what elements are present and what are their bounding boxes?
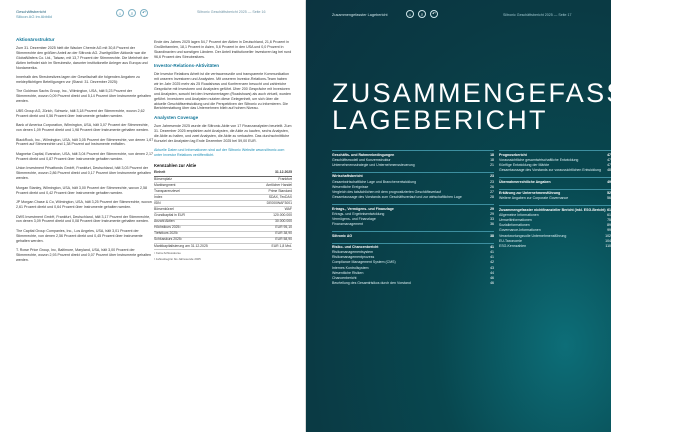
home-icon[interactable]: ⌂: [116, 9, 124, 17]
toc-entry-page: 29: [490, 206, 494, 211]
table-cell-value: EUR 38,90: [247, 231, 292, 237]
toc-entry-page: 89: [607, 223, 611, 228]
table-cell-value: Prime Standard: [247, 189, 292, 195]
toc-group: [332, 231, 494, 239]
toc-entry-label: Prognosebericht: [499, 152, 527, 157]
right-nav-icons: [406, 10, 438, 18]
paragraph: JP Morgan Chase & Co, Wilmington, USA, hält 3,25 Prozent der Stimmrechte, wovon 2,61 Prozent direkt und 0,64 Prozent über Instrumente gehalten werden.: [16, 200, 152, 209]
table-cell-label: Marktsegment: [154, 183, 247, 189]
toc-entry-label: Allgemeine Informationen: [499, 213, 539, 218]
table-cell-label: Börsenplatz: [154, 176, 247, 182]
table-cell-label: Einheit: [154, 171, 247, 177]
coverage-title: Analysten Coverage: [154, 114, 199, 120]
table-cell-value: EUR 95,10: [247, 225, 292, 231]
toc-entry-page: 75: [607, 218, 611, 223]
toc-entry[interactable]: [332, 195, 494, 200]
paragraph: Ende des Jahres 2025 lagen 54,7 Prozent der Aktien in Deutschland, 21,6 Prozent in Großbritannien, 18,1 Prozent in Asien, 5,6 Prozent in den USA und 0,0 Prozent in Skandinavien und sonstigen Ländern. Der Anteil institutioneller Investoren lag bei rund 96,6 Prozent des Streubesitzes.: [154, 40, 292, 59]
toc-entry-label: Weitere Angaben zur Corporate Governance: [499, 196, 569, 201]
left-page-label: Siltronic Geschäftsbericht 2025 — Seite 16: [197, 10, 266, 14]
toc-entry[interactable]: [332, 222, 494, 227]
toc-entry[interactable]: [499, 196, 611, 201]
toc-entry-page: 36: [490, 221, 494, 226]
toc-entry-page: 29: [490, 211, 494, 216]
table-cell-value: Frankfurt: [247, 176, 292, 182]
toc-entry-label: Sozialinformationen: [499, 223, 530, 228]
table-cell-value: EUR 1,8 Mrd.: [247, 243, 292, 249]
toc-entry-page: 61: [607, 213, 611, 218]
toc-entry-label: Zusammengefasster nichtfinanzieller Bericht (inkl. ESG-Bericht): [499, 208, 606, 213]
toc-entry-label: Vergleich des tatsächlichen mit dem prognostizierten Geschäftsverlauf: [332, 189, 441, 194]
toc-entry-page: 52: [607, 191, 611, 196]
table-cell-value: EUR 58,90: [247, 237, 292, 243]
toc-entry-label: Internes Kontrollsystem: [332, 265, 369, 270]
table-cell-label: Transparenzlevel: [154, 189, 247, 195]
table-cell-label: Marktkapitalisierung am 31.12.2025: [154, 243, 247, 249]
toc-entry-page: 104: [605, 238, 611, 243]
left-nav-icons: [116, 9, 148, 17]
toc-entry-page: 33: [490, 216, 494, 221]
toc-entry-label: Verantwortungsvolle Unternehmensführung: [499, 233, 567, 238]
table-cell-value: 120.000.000: [247, 213, 292, 219]
table-cell-value: SDAX, TecDAX: [247, 195, 292, 201]
toc-entry-label: Wirtschaftsbericht: [332, 174, 363, 179]
toc-entry-label: Künftige Entwicklung der Märkte: [499, 162, 550, 167]
toc-entry[interactable]: [332, 234, 494, 239]
toc-entry-label: Wesentliche Ereignisse: [332, 184, 369, 189]
table-cell-value: 30.000.000: [247, 219, 292, 225]
paragraph: T. Rowe Price Group, Inc, Baltimore, Maryland, USA, hält 3,00 Prozent der Stimmrechte, wovon 2,93 Prozent direkt und 0,07 Prozent über Instrumente gehalten werden.: [16, 248, 152, 263]
table-cell-label: ISIN: [154, 201, 247, 207]
toc-entry-page: 46: [490, 275, 494, 280]
toc-entry-page: 23: [490, 179, 494, 184]
toc-entry-page: 26: [490, 184, 494, 189]
toc-entry-page: 102: [605, 233, 611, 238]
toc-entry-label: Ertrags-, Vermögens- und Finanzlage: [332, 206, 394, 211]
section-title: Aktionärsstruktur: [16, 37, 55, 42]
toc-entry-label: Siltronic AG: [332, 233, 353, 238]
chapter-title: [332, 80, 688, 134]
toc-entry[interactable]: [499, 168, 611, 173]
toc-entry[interactable]: [499, 244, 611, 249]
table-cell-value: 31.12.2025: [247, 171, 292, 177]
toc-group: [499, 150, 611, 173]
toc-entry-label: Risikomanagementsystem: [332, 250, 374, 255]
right-page: [306, 0, 688, 432]
paragraph: Morgan Stanley, Wilmington, USA, hält 3,00 Prozent der Stimmrechte, wovon 2,58 Prozent direkt und 0,42 Prozent über Instrumente gehalten werden.: [16, 185, 147, 195]
toc-entry-label: Gesamtwirtschaftliche Lage und Branchenentwicklung: [332, 179, 417, 184]
table-cell-label: Börsenkürzel: [154, 207, 247, 213]
website-link[interactable]: Aktuelle Daten und Informationen sind auf der Siltronic Website www.siltronic.com unter Investor Relations veröffentlicht.: [154, 148, 285, 157]
paragraph: The Capital Group Companies, Inc., Los Angeles, USA, hält 3,01 Prozent der Stimmrechte, von denen 2,56 Prozent direkt und 0,45 Prozent über Instrumente gehalten werden.: [16, 228, 143, 243]
table-cell-label: Tiefstkurs 2025¹: [154, 231, 247, 237]
toc-group: [332, 150, 494, 168]
toc-entry[interactable]: [499, 180, 611, 185]
paragraph: Magnetar Capital, Evanston, USA, hält 3,04 Prozent der Stimmrechte, von denen 2,17 Prozent direkt und 0,87 Prozent über Instrumente gehalten werden.: [16, 151, 154, 161]
paragraph: Innerhalb des Streubesitzes lagen der Gesellschaft die folgenden Angaben zu meldepflichtigen Beteiligungen vor (Stand: 31. Dezember 2025):: [16, 75, 140, 84]
toc-group: [499, 205, 611, 248]
toc-entry-label: Wesentliche Risiken: [332, 270, 364, 275]
toc-entry-page: 46: [490, 280, 494, 285]
table-cell-label: Höchstkurs 2025¹: [154, 225, 247, 231]
toc-entry-page: 41: [490, 245, 494, 250]
toc-entry-page: 43: [490, 265, 494, 270]
toc-left-column: [332, 150, 494, 290]
left-column-2: [154, 40, 292, 261]
toc-group: [332, 172, 494, 200]
header-line-2: Silicon AG im Abbild: [16, 14, 52, 19]
toc-entry-label: Gesamtaussage des Vorstands zum Geschäftsverlauf und zur wirtschaftlichen Lage: [332, 194, 462, 199]
toc-entry-page: 44: [490, 270, 494, 275]
toc-entry-page: 56: [607, 196, 611, 201]
toc-entry-page: 47: [607, 152, 611, 157]
toc-entry-label: Risikomanagementprozess: [332, 255, 375, 260]
table-row: [154, 243, 292, 249]
table-cell-value: DE000WAF3001: [247, 201, 292, 207]
paragraph: Die Investor Relations Arbeit ist die vertrauensvolle und transparente Kommunikation mit unseren Investoren und Analysten. Mit unserem Investor-Relations-Team haben wir im Jahr 2025 mehr als 25 Roadshows und Konferenzen besucht und zahlreiche Gespräche mit Investoren und Analysten geführt. Über 200 Gespräche mit Investoren und Analysten, sowohl bei den Investorentagen (Roadshows) als auch virtuell, wurden geführt. Investoren und Analysten nutzten diese Gelegenheit, um sich über die aktuelle Geschäftsentwicklung und die Perspektiven der Siltronic zu informieren. Die Berichterstattung über das Unternehmen blieb auf hohem Niveau.: [154, 72, 292, 111]
toc-entry-page: 61: [607, 208, 611, 213]
chapter-title-line-2: LAGEBERICHT: [332, 105, 548, 135]
toc-entry-label: Gesamtaussage des Vorstands zur voraussichtlichen Entwicklung: [499, 167, 601, 172]
toc-entry-page: 49: [607, 179, 611, 184]
toc-entry-page: 21: [490, 162, 494, 167]
paragraph: DWS Investment GmbH, Frankfurt, Deutschland, hält 3,17 Prozent der Stimmrechte, von denen 3,09 Prozent direkt und 0,08 Prozent über Instrumente gehalten werden.: [16, 214, 151, 224]
ir-title: Investor-Relations-Aktivitäten: [154, 63, 220, 69]
toc-entry-page: 47: [607, 162, 611, 167]
toc-entry-page: 48: [607, 167, 611, 172]
table-cell-label: Anzahl Aktien: [154, 219, 247, 225]
toc-entry-label: Voraussichtliche gesamtwirtschaftliche Entwicklung: [499, 157, 579, 162]
toc-entry-label: Governance-Informationen: [499, 228, 541, 233]
left-page: [0, 0, 305, 432]
paragraph: Zum 31. Dezember 2025 hielt die Wacker Chemie AG mit 30,8 Prozent der Stimmrechte den größten Anteil an der Siltronic AG. Zweitgrößter Aktionär war die GlobalWafers Co. Ltd., Taiwan, mit 13,7 Prozent der Stimmrechte. Die Mehrheit der Aktien befindet sich im Streubesitz, darunter institutionelle Anleger aus Europa und Nordamerika.: [16, 45, 149, 70]
toc-group: [332, 204, 494, 227]
toc-entry-label: Vermögens- und Finanzlage: [332, 216, 376, 221]
table-cell-value: Amtlicher Handel: [247, 183, 292, 189]
toc-entry-label: ESG-Kennzahlen: [499, 243, 527, 248]
search-icon[interactable]: ⌕: [128, 9, 136, 17]
toc-entry-label: Compliance Management System (CMS): [332, 260, 396, 265]
header-line-1: Geschäftsbericht: [16, 9, 47, 14]
toc-entry[interactable]: [332, 281, 494, 286]
key-figures-table: [154, 171, 292, 250]
table-cell-label: Index: [154, 195, 247, 201]
right-page-header: Zusammengefasster Lagebericht: [332, 13, 388, 17]
toc-group: [332, 243, 494, 286]
paragraph: UBS Group AG, Zürich, Schweiz, hält 3,18 Prozent der Stimmrechte, wovon 2,62 Prozent direkt und 0,56 Prozent über Instrumente gehalten werden.: [16, 108, 145, 118]
toc-entry-label: Übernahmerechtliche Angaben: [499, 179, 551, 184]
toc-entry-page: 28: [490, 194, 494, 199]
toc-entry-page: 18: [490, 152, 494, 157]
toc-entry-page: 47: [607, 157, 611, 162]
toc-entry-page: 99: [607, 228, 611, 233]
toc-group: [499, 177, 611, 185]
paragraph: Bank of America Corporation, Wilmington, USA, hält 3,07 Prozent der Stimmrechte, von denen 1,09 Prozent direkt und 1,98 Prozent über Instrumente gehalten werden.: [16, 123, 150, 133]
toc-entry-page: 41: [490, 250, 494, 255]
toc-entry-label: Beurteilung des Gesamtrisikos durch den Vorstand: [332, 280, 411, 285]
home-icon[interactable]: ⌂: [406, 10, 414, 18]
back-icon[interactable]: ↶: [430, 10, 438, 18]
right-page-label: Siltronic Geschäftsbericht 2025 — Seite 17: [503, 13, 572, 17]
toc-entry-label: Geschäfts- und Rahmenbedingungen: [332, 152, 395, 157]
toc-entry-label: Erklärung zur Unternehmensführung: [499, 191, 561, 196]
toc-entry-page: 41: [490, 255, 494, 260]
toc-entry-label: Chancenbericht: [332, 275, 357, 280]
toc-right-column: [499, 150, 611, 253]
toc-entry-label: EU-Taxonomie: [499, 238, 522, 243]
footnote: ² Jahresbeginn bis Jahresende 2025: [154, 256, 201, 261]
table-cell-value: WAF: [247, 207, 292, 213]
paragraph: The Goldman Sachs Group, Inc., Wilmington, USA, hält 5,23 Prozent der Stimmrechte, wovon 0,09 Prozent direkt und 5,14 Prozent über Instrumente gehalten werden.: [16, 89, 152, 104]
toc-entry-label: Finanzmanagement: [332, 221, 363, 226]
toc-entry-page: 42: [490, 260, 494, 265]
paragraph: Union Investment Privatfonds GmbH, Frankfurt, Deutschland, hält 3,03 Prozent der Stimmrechte, wovon 2,86 Prozent direkt und 0,17 Prozent über Instrumente gehalten werden.: [16, 166, 152, 181]
toc-group: [499, 189, 611, 202]
search-icon[interactable]: ⌕: [418, 10, 426, 18]
table-title: Kennzahlen zur Aktie: [154, 162, 197, 168]
table-cell-label: Schlusskurs 2025¹: [154, 237, 247, 243]
paragraph: Zum Jahresende 2025 wurde die Siltronic-Aktie von 17 Finanzanalysten beurteilt. Zum 31. Dezember 2025 empfahlen acht Analysten, die Aktie zu kaufen, sechs Analysten, die Aktie zu halten, und zwei Analysten, die Aktie zu verkaufen. Das durchschnittliche Kursziel der Analysten lag Ende Dezember 2025 bei 59,00 EUR.: [154, 123, 292, 143]
chapter-title-line-1: ZUSAMMENGEFASSTER: [332, 78, 688, 108]
paragraph: BlackRock, Inc., Wilmington, USA, hält 3,05 Prozent der Stimmrechte, von denen 1,67 Prozent auf Stimmrechte und 1,38 Prozent auf Instrumente entfallen.: [16, 137, 154, 147]
left-column-1: [16, 38, 154, 268]
toc-entry-label: Geschäftsmodell und Konzernstruktur: [332, 157, 391, 162]
toc-entry-label: Risiko- und Chancenbericht: [332, 245, 379, 250]
toc-entry[interactable]: [332, 163, 494, 168]
toc-entry-label: Unternehmensstrategie und Unternehmenssteuerung: [332, 162, 415, 167]
footnote: ¹ Xetra-Schlusskurse: [154, 251, 181, 256]
toc-entry-label: Ertrags- und Ergebnisentwicklung: [332, 211, 385, 216]
toc-entry-page: 110: [605, 243, 611, 248]
toc-entry-page: 23: [490, 174, 494, 179]
back-icon[interactable]: ↶: [140, 9, 148, 17]
toc-entry-label: Umweltinformationen: [499, 218, 532, 223]
toc-entry-page: 38: [490, 233, 494, 238]
toc-entry-page: 18: [490, 157, 494, 162]
left-page-header: [16, 9, 52, 19]
table-cell-label: Grundkapital in EUR: [154, 213, 247, 219]
toc-entry-page: 27: [490, 189, 494, 194]
